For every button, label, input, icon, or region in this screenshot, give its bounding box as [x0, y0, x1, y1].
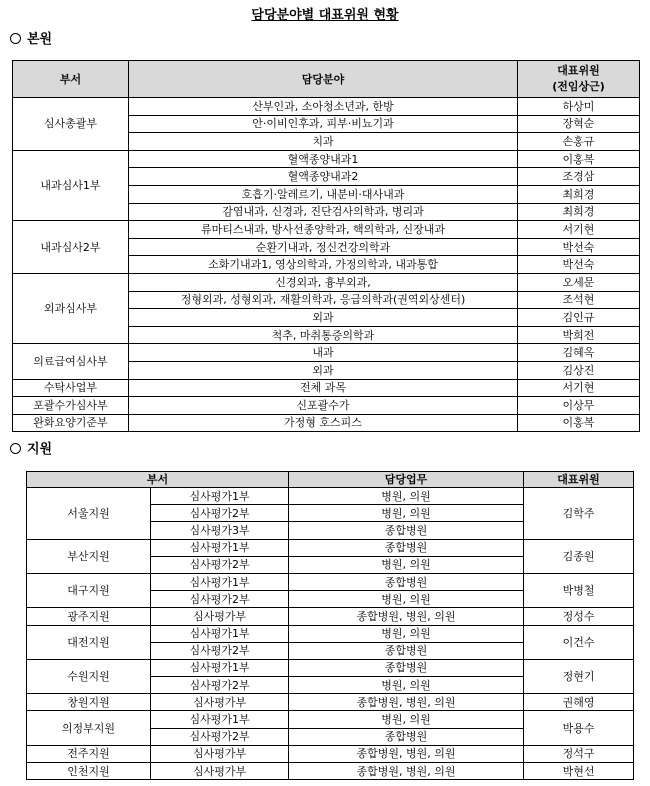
field-cell: 가정형 호스피스: [129, 414, 518, 432]
branch-rep-cell: 박용수: [524, 711, 634, 745]
section-heading-hq: 본원: [10, 28, 52, 47]
rep-cell: 이홍복: [518, 414, 640, 432]
header-rep-line2: (전임상근): [552, 80, 605, 93]
rep-cell: 서기현: [518, 221, 640, 239]
header-dept: 부서: [13, 61, 129, 98]
task-cell: 병원, 의원: [289, 677, 524, 694]
branch-rep-cell: 김종원: [524, 539, 634, 573]
table-row: [13, 397, 640, 415]
table-row: [13, 98, 640, 116]
field-cell: 치과: [129, 133, 518, 151]
dept-cell: 수탁사업부: [13, 379, 129, 397]
table-row: [27, 659, 634, 676]
branch-rep-cell: 정현기: [524, 659, 634, 693]
task-cell: 종합병원, 병원, 의원: [289, 763, 524, 780]
dept-cell: 완화요양기준부: [13, 414, 129, 432]
table-row: [13, 221, 640, 239]
branch-name-cell: 인천지원: [27, 763, 151, 780]
branch-rep-cell: 정석구: [524, 745, 634, 762]
dept-cell: 포괄수가심사부: [13, 397, 129, 415]
branch-name-cell: 전주지원: [27, 745, 151, 762]
rep-cell: 오세문: [518, 273, 640, 291]
branch-name-cell: 광주지원: [27, 608, 151, 625]
header-task: 담당업무: [289, 472, 524, 488]
branch-name-cell: 대구지원: [27, 573, 151, 607]
header-dept: 부서: [27, 472, 289, 488]
task-cell: 병원, 의원: [289, 488, 524, 505]
rep-cell: 이홍복: [518, 150, 640, 168]
table-row: [27, 763, 634, 780]
rep-cell: 하상미: [518, 98, 640, 116]
branch-name-cell: 창원지원: [27, 694, 151, 711]
rep-cell: 서기현: [518, 379, 640, 397]
field-cell: 정형외과, 성형외과, 재활의학과, 응급의학과(권역외상센터): [129, 291, 518, 309]
table-row: [27, 488, 634, 505]
unit-cell: 심사평가1부: [151, 659, 289, 676]
table-row: [27, 608, 634, 625]
table-row: [13, 379, 640, 397]
unit-cell: 심사평가부: [151, 763, 289, 780]
dept-cell: 외과심사부: [13, 273, 129, 343]
field-cell: 내과: [129, 344, 518, 362]
task-cell: 종합병원, 병원, 의원: [289, 745, 524, 762]
table-row: [27, 573, 634, 590]
unit-cell: 심사평가2부: [151, 728, 289, 745]
page-title: 담당분야별 대표위원 현황: [251, 8, 399, 23]
section-heading-branch: 지원: [10, 438, 52, 457]
field-cell: 호흡기·알레르기, 내분비·대사내과: [129, 185, 518, 203]
dept-cell: 내과심사2부: [13, 221, 129, 274]
header-rep-line1: 대표위원: [557, 64, 600, 77]
branch-name-cell: 대전지원: [27, 625, 151, 659]
dept-cell: 내과심사1부: [13, 150, 129, 220]
task-cell: 종합병원: [289, 573, 524, 590]
unit-cell: 심사평가2부: [151, 642, 289, 659]
table-row: [13, 150, 640, 168]
branch-rep-cell: 김학주: [524, 488, 634, 540]
rep-cell: 박선숙: [518, 238, 640, 256]
unit-cell: 심사평가2부: [151, 591, 289, 608]
branch-rep-cell: 권해영: [524, 694, 634, 711]
rep-cell: 손홍규: [518, 133, 640, 151]
dept-cell: 의료급여심사부: [13, 344, 129, 379]
rep-cell: 김혜옥: [518, 344, 640, 362]
field-cell: 감염내과, 신경과, 진단검사의학과, 병리과: [129, 203, 518, 221]
header-row: [27, 472, 634, 488]
task-cell: 종합병원: [289, 539, 524, 556]
table-row: [27, 694, 634, 711]
unit-cell: 심사평가1부: [151, 711, 289, 728]
table-row: [27, 625, 634, 642]
header-row: [13, 61, 640, 98]
field-cell: 외과: [129, 309, 518, 327]
task-cell: 병원, 의원: [289, 625, 524, 642]
unit-cell: 심사평가2부: [151, 556, 289, 573]
rep-cell: 박선숙: [518, 256, 640, 274]
table-row: [27, 745, 634, 762]
task-cell: 종합병원: [289, 522, 524, 539]
unit-cell: 심사평가3부: [151, 522, 289, 539]
branch-name-cell: 수원지원: [27, 659, 151, 693]
branch-name-cell: 서울지원: [27, 488, 151, 540]
field-cell: 안·이비인후과, 피부·비뇨기과: [129, 115, 518, 133]
unit-cell: 심사평가2부: [151, 677, 289, 694]
field-cell: 외과: [129, 361, 518, 379]
branch-rep-cell: 박현선: [524, 763, 634, 780]
rep-cell: 이상무: [518, 397, 640, 415]
field-cell: 신경외과, 흉부외과,: [129, 273, 518, 291]
rep-cell: 김상진: [518, 361, 640, 379]
task-cell: 병원, 의원: [289, 505, 524, 522]
unit-cell: 심사평가1부: [151, 539, 289, 556]
branch-name-cell: 의정부지원: [27, 711, 151, 745]
task-cell: 종합병원, 병원, 의원: [289, 694, 524, 711]
branch-rep-cell: 박병철: [524, 573, 634, 607]
table-row: [27, 539, 634, 556]
header-rep: 대표위원: [524, 472, 634, 488]
table-row: [27, 711, 634, 728]
circle-bullet-icon: [10, 33, 21, 44]
unit-cell: 심사평가2부: [151, 505, 289, 522]
rep-cell: 최희경: [518, 203, 640, 221]
unit-cell: 심사평가1부: [151, 625, 289, 642]
circle-bullet-icon: [10, 443, 21, 454]
task-cell: 종합병원: [289, 659, 524, 676]
dept-cell: 심사총괄부: [13, 98, 129, 151]
task-cell: 병원, 의원: [289, 711, 524, 728]
rep-cell: 장혁순: [518, 115, 640, 133]
rep-cell: 최희경: [518, 185, 640, 203]
table-row: [13, 344, 640, 362]
rep-cell: 박희전: [518, 326, 640, 344]
unit-cell: 심사평가1부: [151, 488, 289, 505]
unit-cell: 심사평가1부: [151, 573, 289, 590]
table-row: [13, 273, 640, 291]
task-cell: 병원, 의원: [289, 556, 524, 573]
field-cell: 소화기내과1, 영상의학과, 가정의학과, 내과통합: [129, 256, 518, 274]
task-cell: 병원, 의원: [289, 591, 524, 608]
field-cell: 혈액종양내과1: [129, 150, 518, 168]
branch-representatives-table: [26, 471, 634, 780]
rep-cell: 조경삼: [518, 168, 640, 186]
table-row: [13, 414, 640, 432]
field-cell: 전체 과목: [129, 379, 518, 397]
hq-representatives-table: [12, 60, 640, 432]
unit-cell: 심사평가부: [151, 608, 289, 625]
task-cell: 종합병원: [289, 642, 524, 659]
field-cell: 신포괄수가: [129, 397, 518, 415]
field-cell: 척추, 마취통증의학과: [129, 326, 518, 344]
unit-cell: 심사평가부: [151, 694, 289, 711]
field-cell: 혈액종양내과2: [129, 168, 518, 186]
header-rep: [518, 61, 640, 98]
task-cell: 종합병원: [289, 728, 524, 745]
branch-rep-cell: 정성수: [524, 608, 634, 625]
task-cell: 종합병원, 병원, 의원: [289, 608, 524, 625]
branch-name-cell: 부산지원: [27, 539, 151, 573]
field-cell: 류마티스내과, 방사선종양학과, 핵의학과, 신장내과: [129, 221, 518, 239]
field-cell: 산부인과, 소아청소년과, 한방: [129, 98, 518, 116]
header-field: 담당분야: [129, 61, 518, 98]
rep-cell: 조석현: [518, 291, 640, 309]
field-cell: 순환기내과, 정신건강의학과: [129, 238, 518, 256]
branch-rep-cell: 이건수: [524, 625, 634, 659]
unit-cell: 심사평가부: [151, 745, 289, 762]
rep-cell: 김인규: [518, 309, 640, 327]
